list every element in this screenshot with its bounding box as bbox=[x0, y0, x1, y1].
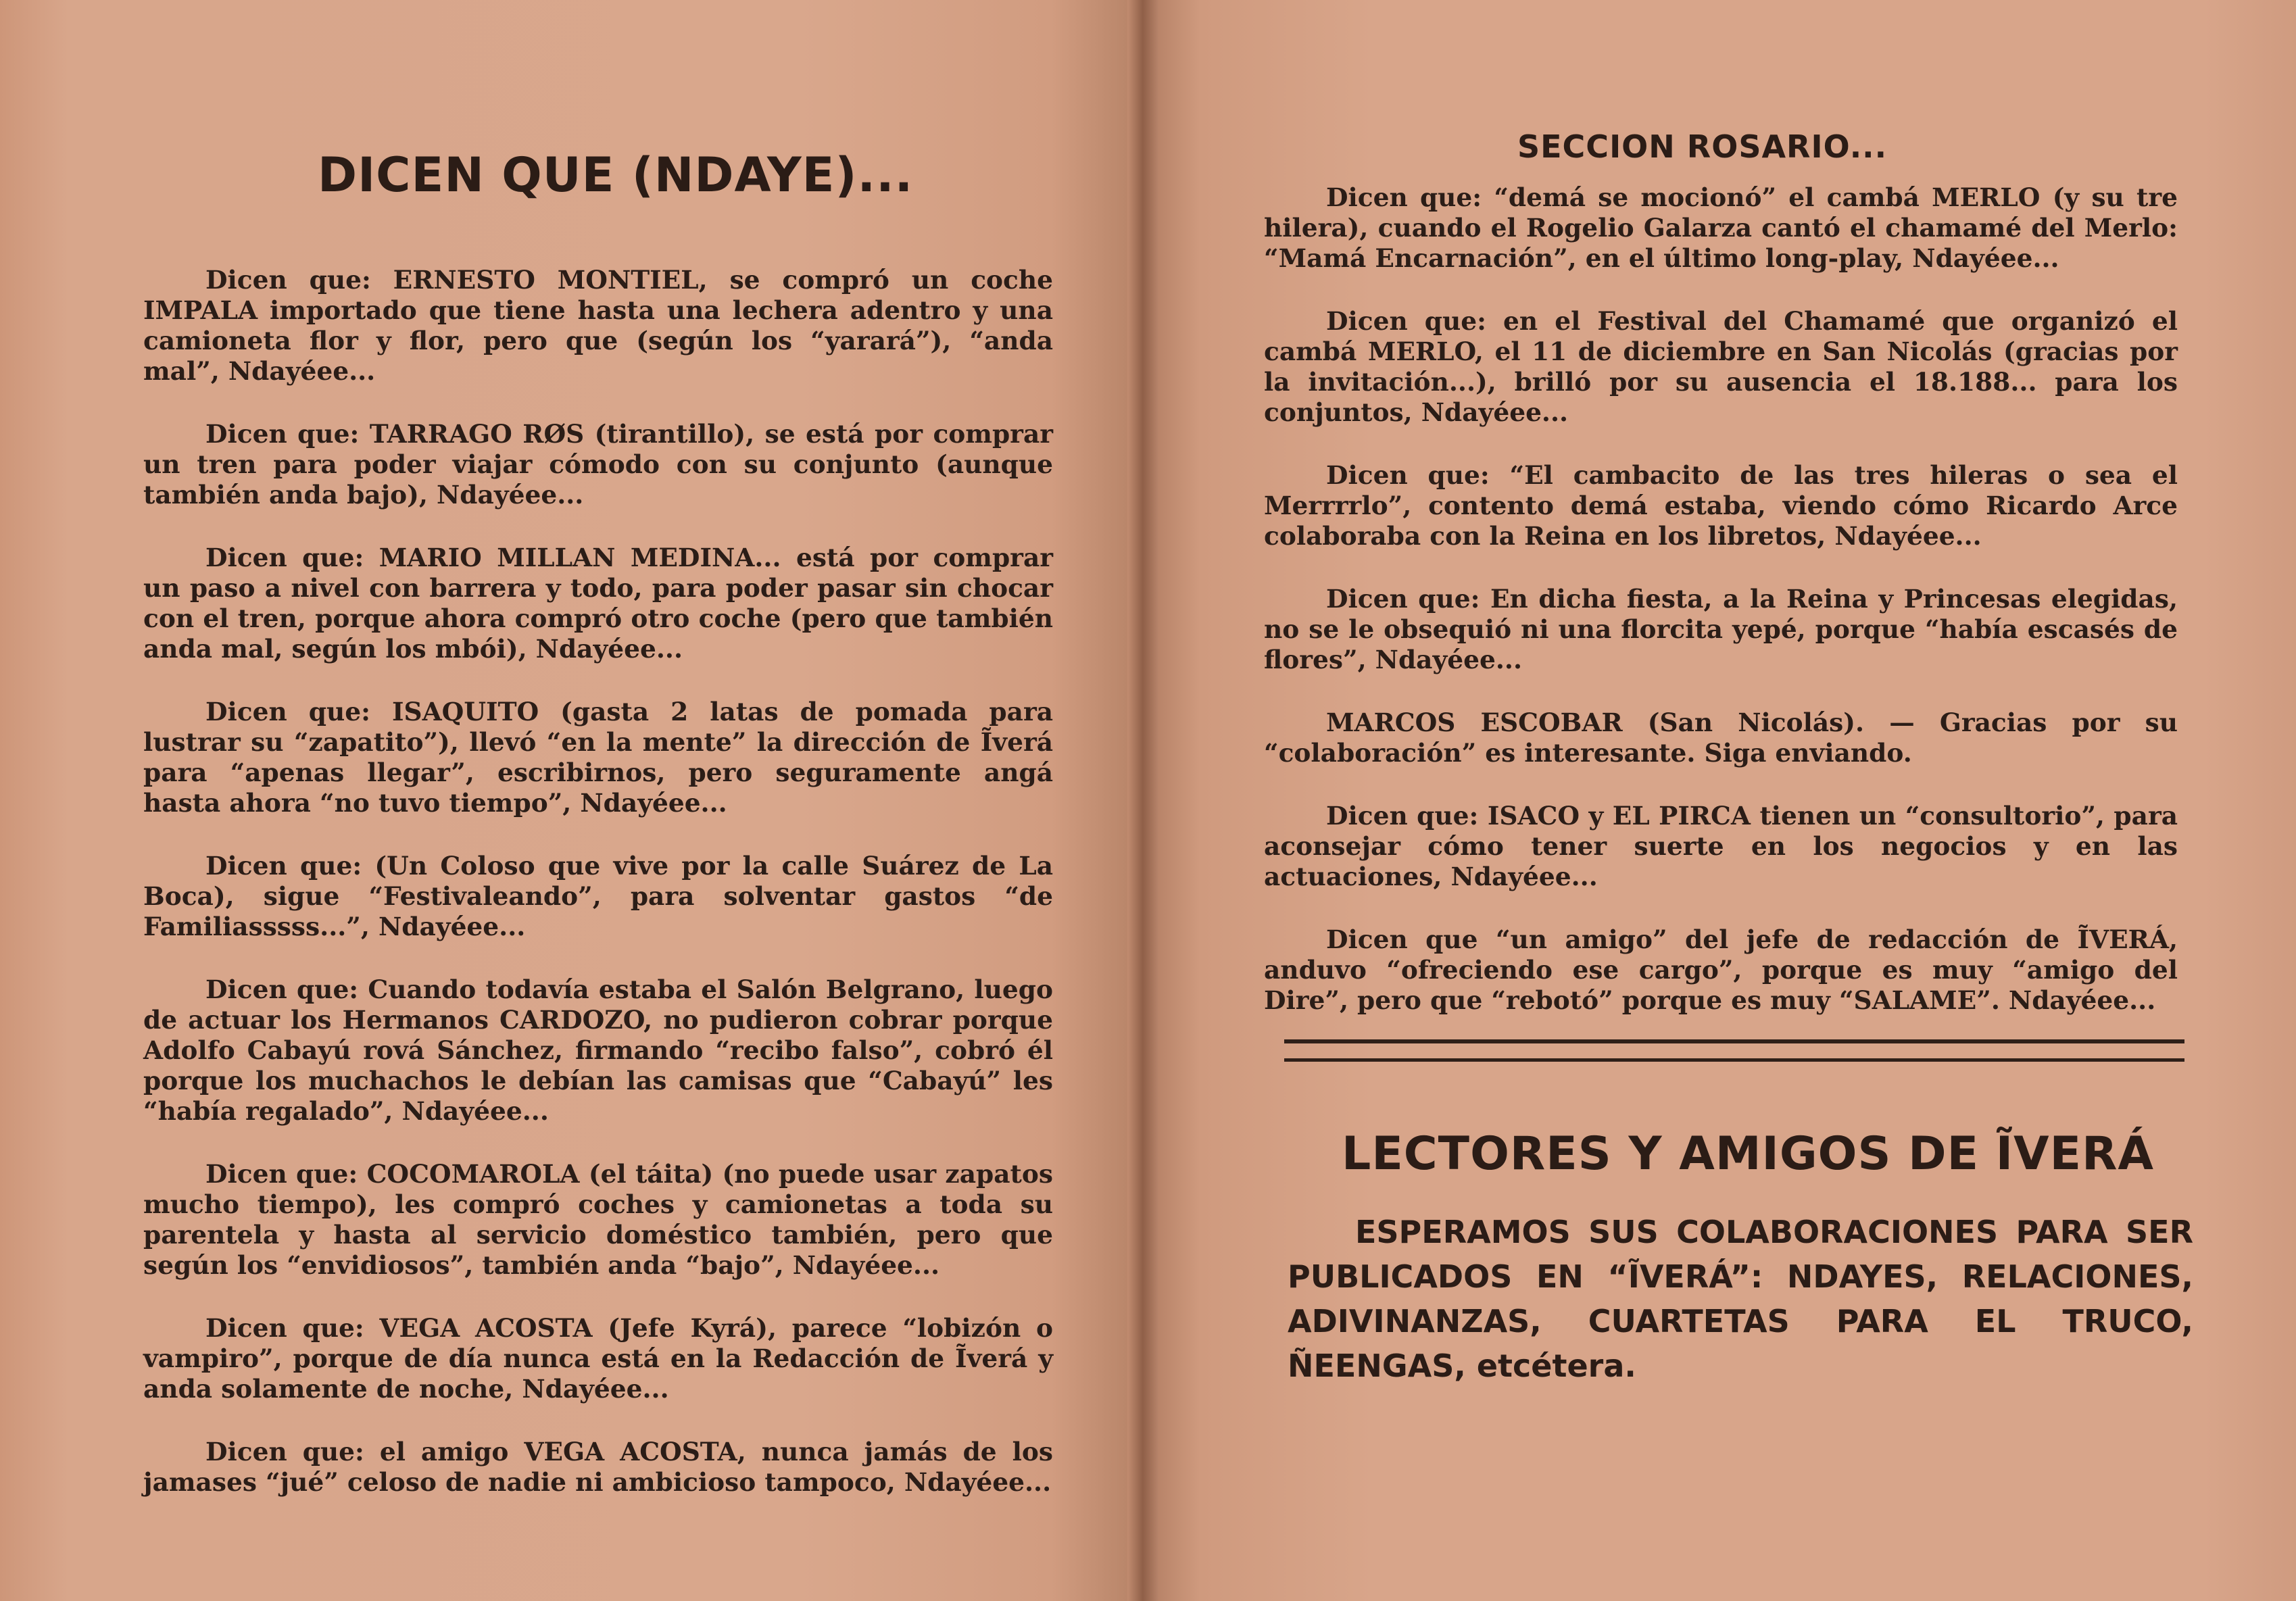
paragraph: MARCOS ESCOBAR (San Nicolás). — Gracias por su “colaboración” es interesante. Siga enviando. bbox=[1264, 708, 2178, 768]
paragraph: Dicen que: el amigo VEGA ACOSTA, nunca jamás de los jamases “jué” celoso de nadie ni ambicioso tampoco, Ndayéee... bbox=[143, 1437, 1053, 1497]
paragraph: Dicen que: ISAQUITO (gasta 2 latas de pomada para lustrar su “zapatito”), llevó “en la mente” la dirección de Ĩverá para “apenas llegar”, escribirnos, pero seguramente angá hasta ahora “no tuvo tiempo”, Ndayéee... bbox=[143, 697, 1053, 818]
section-title: SECCION ROSARIO... bbox=[1517, 128, 1888, 165]
page-title: DICEN QUE (NDAYE)... bbox=[318, 147, 914, 203]
paragraph: Dicen que: COCOMAROLA (el táita) (no puede usar zapatos mucho tiempo), les compró coches y camionetas a toda su parentela y hasta al servicio doméstico también, pero que según los “envidiosos”, también anda “bajo”, Ndayéee... bbox=[143, 1159, 1053, 1280]
paragraph: Dicen que: ISACO y EL PIRCA tienen un “consultorio”, para aconsejar cómo tener suerte en los negocios y en las actuaciones, Ndayéee... bbox=[1264, 801, 2178, 891]
paragraph: Dicen que: “demá se mocionó” el cambá MERLO (y su tre hilera), cuando el Rogelio Galarza cantó el chamamé del Merlo: “Mamá Encarnación”, en el último long-play, Ndayéee... bbox=[1264, 182, 2178, 273]
paragraph: Dicen que: ERNESTO MONTIEL, se compró un coche IMPALA importado que tiene hasta una lechera adentro y una camioneta flor y flor, pero que (según los “yarará”), “anda mal”, Ndayéee... bbox=[143, 265, 1053, 386]
paragraph: Dicen que: MARIO MILLAN MEDINA... está por comprar un paso a nivel con barrera y todo, para poder pasar sin chocar con el tren, porque ahora compró otro coche (pero que también anda mal, según los mbói), Ndayéee... bbox=[143, 543, 1053, 664]
divider-rule bbox=[1284, 1039, 2184, 1043]
lectores-heading: LECTORES Y AMIGOS DE ĨVERÁ bbox=[1342, 1127, 2155, 1181]
paragraph: Dicen que: en el Festival del Chamamé que organizó el cambá MERLO, el 11 de diciembre en San Nicolás (gracias por la invitación...), brilló por su ausencia el 18.188... para los conjuntos, Ndayéee... bbox=[1264, 306, 2178, 427]
left-page bbox=[0, 0, 1142, 1601]
paragraph: Dicen que: Cuando todavía estaba el Salón Belgrano, luego de actuar los Hermanos CARDOZO, no pudieron cobrar porque Adolfo Cabayú rová Sánchez, firmando “recibo falso”, cobró él porque los muchachos le debían las camisas que “Cabayú” les “había regalado”, Ndayéee... bbox=[143, 975, 1053, 1126]
paragraph: Dicen que: TARRAGO RØS (tirantillo), se está por comprar un tren para poder viajar cómodo con su conjunto (aunque también anda bajo), Ndayéee... bbox=[143, 419, 1053, 510]
paragraph: Dicen que “un amigo” del jefe de redacción de ĨVERÁ, anduvo “ofreciendo ese cargo”, porque es muy “amigo del Dire”, pero que “rebotó” porque es muy “SALAME”. Ndayéee... bbox=[1264, 925, 2178, 1015]
paragraph: Dicen que: En dicha fiesta, a la Reina y Princesas elegidas, no se le obsequió ni una florcita yepé, porque “había escasés de flores”, Ndayéee... bbox=[1264, 584, 2178, 674]
left-text-column bbox=[143, 265, 1053, 1530]
right-text-column bbox=[1264, 182, 2178, 1048]
paragraph: Dicen que: “El cambacito de las tres hileras o sea el Merrrrlo”, contento demá estaba, viendo cómo Ricardo Arce colaboraba con la Reina en los libretos, Ndayéee... bbox=[1264, 460, 2178, 551]
lectores-body: ESPERAMOS SUS COLABORACIONES PARA SER PUBLICADOS EN “ĨVERÁ”: NDAYES, RELACIONES, ADIVINANZAS, CUARTETAS PARA EL TRUCO, ÑEENGAS, etcétera. bbox=[1288, 1214, 2193, 1384]
divider-rule bbox=[1284, 1058, 2184, 1062]
paragraph: Dicen que: VEGA ACOSTA (Jefe Kyrá), parece “lobizón o vampiro”, porque de día nunca está en la Redacción de Ĩverá y anda solamente de noche, Ndayéee... bbox=[143, 1313, 1053, 1404]
book-gutter bbox=[1127, 0, 1158, 1601]
paragraph: Dicen que: (Un Coloso que vive por la calle Suárez de La Boca), sigue “Festivaleando”, para solventar gastos “de Familiasssss...”, Ndayéee... bbox=[143, 851, 1053, 941]
